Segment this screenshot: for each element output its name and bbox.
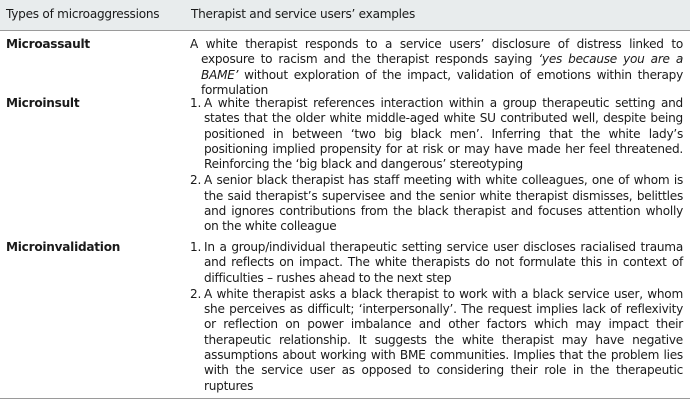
list-item: 2. A white therapist asks a black therapist to work with a black service user, whom she perceives as difficult; ‘interpersonally’. The request implies lack of reflexivity or reflection on power imbalance and other factors which may impact their therapeutic relationship. It suggests the white therapist may have negative assumptions about working with BME communities. Implies that the problem lies with the service user as opposed to considering their role in the therapeutic ruptures <box>190 286 683 393</box>
list-item: 1. In a group/individual therapeutic setting service user discloses racialised trauma and reflects on impact. The white therapists do not formulate this in context of difficulties – rushes ahead to the next step <box>190 240 683 285</box>
microassault-example: A white therapist responds to a service users’ disclosure of distress linked to exposure to racism and the therapist responds saying ‘yes because you are a BAME’ without exploration of the impact, validation of emotions within therapy formulation <box>190 37 683 97</box>
row-label-microinvalidation: Microinvalidation <box>6 240 121 254</box>
column-header-examples: Therapist and service users’ examples <box>191 7 416 21</box>
row-content-microinvalidation <box>190 240 683 394</box>
table-header <box>0 0 690 31</box>
list-item: 1. A white therapist references interaction within a group therapeutic setting and states that the older white middle-aged white SU contributed well, despite being positioned in between ‘two big black men’. Inferring that the white lady’s positioning implied propensity for at risk or may have made her feel threatened. Reinforcing the ‘big black and dangerous’ stereotyping <box>190 96 683 172</box>
row-content-microinsult <box>190 96 683 235</box>
row-content-microassault <box>190 37 683 98</box>
row-label-microassault: Microassault <box>6 37 90 51</box>
table-bottom-rule <box>0 398 690 399</box>
list-item: 2. A senior black therapist has staff meeting with white colleagues, one of whom is the said therapist’s supervisee and the senior white therapist dismisses, belittles and ignores contributions from the black therapist and focuses attention wholly on the white colleague <box>190 173 683 234</box>
row-label-microinsult: Microinsult <box>6 96 80 110</box>
column-header-types: Types of microaggressions <box>6 7 160 21</box>
